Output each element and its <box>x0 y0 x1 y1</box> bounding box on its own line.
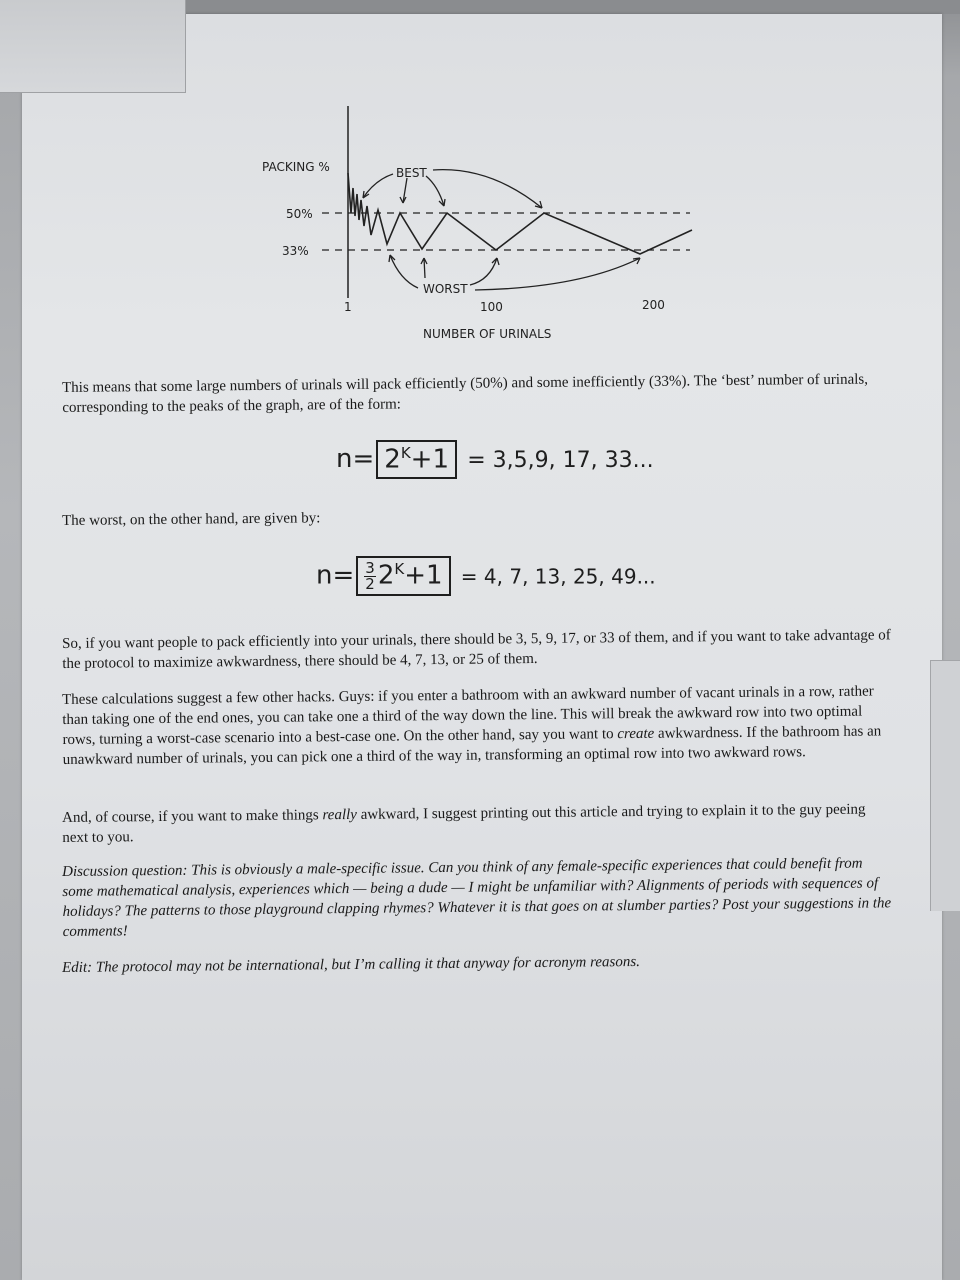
formula-worst-box <box>356 556 450 596</box>
formula-worst-frac-num: 3 <box>365 558 375 577</box>
formula-worst-exp: K <box>394 560 405 578</box>
formula-best-exp: K <box>400 444 411 462</box>
paragraph-hacks-a: These calculations suggest a few other hacks. Guys: if you enter a bathroom with an awkward number of vacant urinals in a row, rather than taking one of the end ones, you can take one a third of the way down the line. This will break the awkward row into two optimal rows, turning a worst-case scenario into a best-case one. On the other hand, say you want to <box>62 683 874 748</box>
formula-worst-lhs: n= <box>316 560 355 591</box>
formula-best-lhs: n= <box>336 443 375 474</box>
x-axis-label: NUMBER OF URINALS <box>423 327 552 341</box>
best-label: BEST <box>396 166 427 180</box>
paragraph-awkward-b: awkward, I suggest printing out this article and trying to explain it to the guy peeing next to you. <box>62 801 866 846</box>
formula-worst-base: 2 <box>377 560 395 591</box>
formula-worst-fraction <box>364 558 376 593</box>
tick-33: 33% <box>282 244 309 258</box>
right-edge-note <box>930 660 960 911</box>
formula-best-base: 2 <box>384 444 401 475</box>
formula-best <box>336 440 654 479</box>
y-axis-label: PACKING % <box>262 160 330 174</box>
x-tick-200: 200 <box>642 298 665 312</box>
packing-graph <box>250 98 710 348</box>
best-arrows <box>363 170 542 208</box>
formula-worst-plus: +1 <box>404 560 443 591</box>
paragraph-best-intro: This means that some large numbers of urinals will pack efficiently (50%) and some inefficiently (33%). The ‘best’ number of urinals, corresponding to the peaks of the graph, are of the form: <box>62 371 869 416</box>
tick-50: 50% <box>286 207 313 221</box>
formula-best-plus: +1 <box>410 444 449 475</box>
x-tick-1: 1 <box>344 300 352 314</box>
paragraph-summary: So, if you want people to pack efficiently into your urinals, there should be 3, 5, 9, 17, or 33 of them, and if you want to take advantage of the protocol to maximize awkwardness, there should be 4, 7, 13, or 25 of them. <box>62 627 891 672</box>
x-tick-100: 100 <box>480 300 503 314</box>
worst-label: WORST <box>423 282 468 296</box>
formula-worst-frac-den: 2 <box>365 574 375 593</box>
top-shadow-strip <box>186 0 960 14</box>
paragraph-awkward-emphasis: really <box>322 806 357 824</box>
paragraph-discussion: Discussion question: This is obviously a male-specific issue. Can you think of any female-specific experiences that could benefit from some mathematical analysis, experiences which — being a dude — I might be unfamiliar with? Alignments of periods with sequences of holidays? The patterns to those playground clapping rhymes? Whatever it is that goes on at slumber parties? Post your suggestions in the comments! <box>62 855 892 940</box>
paragraph-worst-intro: The worst, on the other hand, are given by: <box>62 510 321 529</box>
top-left-note <box>0 0 186 93</box>
paragraph-hacks <box>62 681 893 770</box>
formula-worst <box>316 556 656 596</box>
paragraph-hacks-emphasis: create <box>617 725 655 743</box>
paragraph-hacks-b: awkwardness. If the bathroom has an unawkward number of urinals, you can pick one a third of the way in, transforming an optimal row into two awkward rows. <box>62 723 882 768</box>
paragraph-awkward-a: And, of course, if you want to make things <box>62 807 323 826</box>
paragraph-edit: Edit: The protocol may not be international, but I’m calling it that anyway for acronym reasons. <box>62 953 641 976</box>
formula-worst-rhs: = 4, 7, 13, 25, 49... <box>460 564 656 589</box>
formula-best-box <box>376 440 457 479</box>
formula-best-rhs: = 3,5,9, 17, 33... <box>467 447 654 473</box>
